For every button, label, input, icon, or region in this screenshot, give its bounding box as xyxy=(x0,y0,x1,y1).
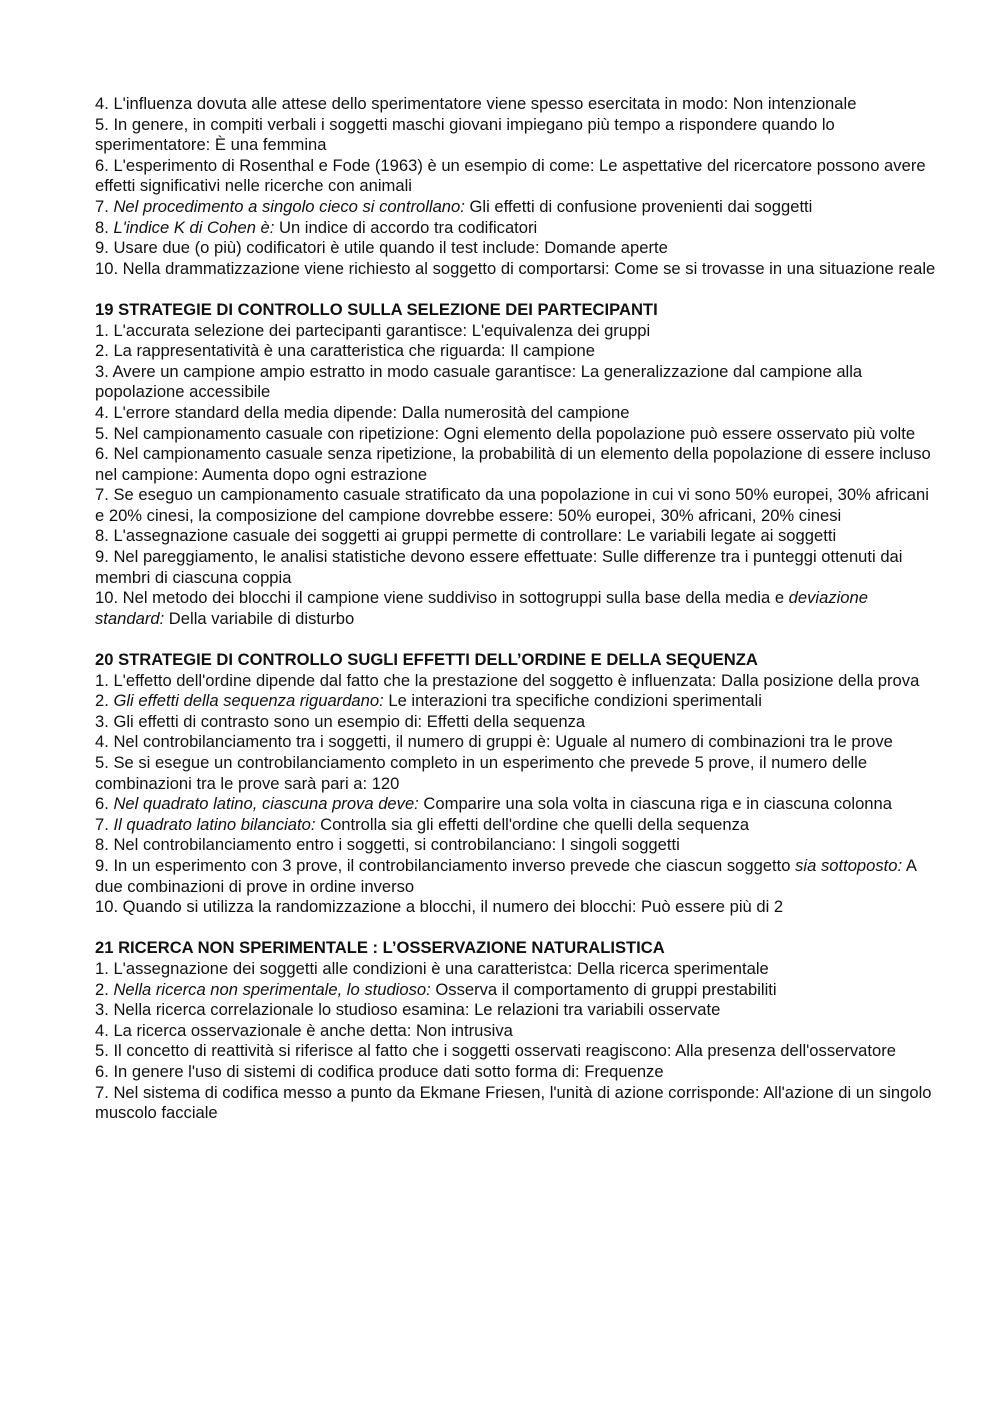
question-item xyxy=(95,321,940,342)
question-text: 8. L'assegnazione casuale dei soggetti ai gruppi permette di controllare: Le variabili legate ai soggetti xyxy=(95,526,837,546)
question-text: 5. Nel campionamento casuale con ripetizione: Ogni elemento della popolazione può essere osservato più volte xyxy=(95,423,916,443)
question-item xyxy=(95,897,940,918)
question-item xyxy=(95,835,940,856)
question-text: 2. xyxy=(95,979,114,999)
section-heading: 20 STRATEGIE DI CONTROLLO SUGLI EFFETTI DELL’ORDINE E DELLA SEQUENZA xyxy=(95,650,758,670)
section-heading: 19 STRATEGIE DI CONTROLLO SULLA SELEZIONE DEI PARTECIPANTI xyxy=(95,299,658,319)
question-text: 9. Nel pareggiamento, le analisi statistiche devono essere effettuate: Sulle differenze tra i punteggi ottenuti dai membri di ciascuna coppia xyxy=(95,547,903,587)
question-italic-text: Nel quadrato latino, ciascuna prova deve: xyxy=(113,794,419,814)
question-list xyxy=(95,959,940,1124)
question-text: 5. In genere, in compiti verbali i soggetti maschi giovani impiegano più tempo a rispondere quando lo sperimentatore: È una femmina xyxy=(95,114,835,155)
question-item xyxy=(95,959,940,980)
question-text: 1. L'accurata selezione dei partecipanti garantisce: L'equivalenza dei gruppi xyxy=(95,320,651,340)
question-text: Gli effetti di confusione provenienti dai soggetti xyxy=(464,196,813,216)
question-item xyxy=(95,526,940,547)
question-item xyxy=(95,1062,940,1083)
question-item xyxy=(95,403,940,424)
question-item xyxy=(95,218,940,239)
question-text: 6. Nel campionamento casuale senza ripetizione, la probabilità di un elemento della popolazione di essere incluso nel campione: Aumenta dopo ogni estrazione xyxy=(95,444,931,484)
question-item xyxy=(95,588,940,629)
question-text: 7. xyxy=(95,814,114,834)
question-italic-text: Gli effetti della sequenza riguardano: xyxy=(113,691,384,711)
question-text: 5. Se si esegue un controbilanciamento completo in un esperimento che prevede 5 prove, il numero delle combinazioni tra le prove sarà pari a: 120 xyxy=(95,753,868,793)
question-italic-text: sia sottoposto: xyxy=(795,855,903,875)
question-item xyxy=(95,197,940,218)
question-text: 9. Usare due (o più) codificatori è utile quando il test include: Domande aperte xyxy=(95,238,668,258)
question-text: 1. L'effetto dell'ordine dipende dal fatto che la prestazione del soggetto è influenzata: Dalla posizione della prova xyxy=(95,670,920,690)
question-text: 7. Se eseguo un campionamento casuale stratificato da una popolazione in cui vi sono 50% europei, 30% africani e 20% cinesi, la composizione del campione dovrebbe essere: 50% europei, 30% africani, 20% cinesi xyxy=(95,485,929,525)
question-item xyxy=(95,259,940,280)
question-text: 2. La rappresentatività è una caratteristica che riguarda: Il campione xyxy=(95,341,595,361)
question-item xyxy=(95,794,940,815)
question-item xyxy=(95,341,940,362)
question-text: Le interazioni tra specifiche condizioni sperimentali xyxy=(383,691,762,711)
question-item xyxy=(95,1021,940,1042)
question-item xyxy=(95,856,940,897)
question-text: 4. L'influenza dovuta alle attese dello sperimentatore viene spesso esercitata in modo: Non intenzionale xyxy=(95,94,857,113)
question-text: Controlla sia gli effetti dell'ordine che quelli della sequenza xyxy=(315,814,750,834)
question-item xyxy=(95,671,940,692)
question-item xyxy=(95,1000,940,1021)
question-item xyxy=(95,732,940,753)
question-text: Osserva il comportamento di gruppi prestabiliti xyxy=(430,979,777,999)
question-text: 1. L'assegnazione dei soggetti alle condizioni è una caratteristca: Della ricerca sperimentale xyxy=(95,958,769,978)
question-text: 10. Nella drammatizzazione viene richiesto al soggetto di comportarsi: Come se si trovasse in una situazione reale xyxy=(95,258,936,278)
question-item xyxy=(95,485,940,526)
question-item xyxy=(95,547,940,588)
question-item xyxy=(95,980,940,1001)
question-item xyxy=(95,156,940,197)
question-italic-text: Nella ricerca non sperimentale, lo studioso: xyxy=(113,979,431,999)
question-list xyxy=(95,671,940,918)
section-20 xyxy=(95,650,940,918)
question-text: 3. Nella ricerca correlazionale lo studioso esamina: Le relazioni tra variabili osservate xyxy=(95,1000,721,1020)
question-text: 8. Nel controbilanciamento entro i soggetti, si controbilanciano: I singoli soggetti xyxy=(95,835,680,855)
question-text: 3. Gli effetti di contrasto sono un esempio di: Effetti della sequenza xyxy=(95,711,586,731)
section-19 xyxy=(95,300,940,630)
question-item xyxy=(95,238,940,259)
question-item xyxy=(95,1083,940,1124)
question-text: 10. Quando si utilizza la randomizzazione a blocchi, il numero dei blocchi: Può essere più di 2 xyxy=(95,897,784,917)
question-text: 4. Nel controbilanciamento tra i soggetti, il numero di gruppi è: Uguale al numero di combinazioni tra le prove xyxy=(95,732,893,752)
question-text: 9. In un esperimento con 3 prove, il controbilanciamento inverso prevede che ciascun soggetto xyxy=(95,855,796,875)
question-text: 3. Avere un campione ampio estratto in modo casuale garantisce: La generalizzazione dal campione alla popolazione accessibile xyxy=(95,361,863,402)
question-item xyxy=(95,1041,940,1062)
question-item xyxy=(95,115,940,156)
question-italic-text: Il quadrato latino bilanciato: xyxy=(113,814,316,834)
question-text: 10. Nel metodo dei blocchi il campione viene suddiviso in sottogruppi sulla base della media e xyxy=(95,588,789,608)
section-21 xyxy=(95,938,940,1123)
question-text: Un indice di accordo tra codificatori xyxy=(274,217,538,237)
question-text: 4. L'errore standard della media dipende: Dalla numerosità del campione xyxy=(95,402,630,422)
question-text: 6. In genere l'uso di sistemi di codifica produce dati sotto forma di: Frequenze xyxy=(95,1061,664,1081)
section-heading: 21 RICERCA NON SPERIMENTALE : L’OSSERVAZIONE NATURALISTICA xyxy=(95,938,665,958)
question-item xyxy=(95,712,940,733)
question-text: 2. xyxy=(95,691,114,711)
question-italic-text: deviazione standard: xyxy=(95,588,868,628)
intro-section xyxy=(95,94,940,279)
question-item xyxy=(95,691,940,712)
question-text: 6. L'esperimento di Rosenthal e Fode (1963) è un esempio di come: Le aspettative del ricercatore possono avere effetti significativi nelle ricerche con animali xyxy=(95,155,926,196)
question-text: Della variabile di disturbo xyxy=(164,608,355,628)
question-item xyxy=(95,424,940,445)
question-item xyxy=(95,444,940,485)
question-text: 7. xyxy=(95,196,114,216)
question-list xyxy=(95,321,940,630)
question-item xyxy=(95,94,940,115)
question-item xyxy=(95,753,940,794)
question-item xyxy=(95,815,940,836)
question-italic-text: Nel procedimento a singolo cieco si controllano: xyxy=(113,196,465,216)
question-text: 8. xyxy=(95,217,114,237)
question-text: Comparire una sola volta in ciascuna riga e in ciascuna colonna xyxy=(418,794,892,814)
question-item xyxy=(95,362,940,403)
question-text: 6. xyxy=(95,794,114,814)
question-text: A due combinazioni di prove in ordine inverso xyxy=(95,855,916,896)
question-text: 5. Il concetto di reattività si riferisce al fatto che i soggetti osservati reagiscono: Alla presenza dell'osservatore xyxy=(95,1041,896,1061)
question-text: 4. La ricerca osservazionale è anche detta: Non intrusiva xyxy=(95,1020,513,1040)
question-text: 7. Nel sistema di codifica messo a punto da Ekmane Friesen, l'unità di azione corrisponde: All'azione di un singolo muscolo facciale xyxy=(95,1082,932,1123)
question-italic-text: L'indice K di Cohen è: xyxy=(113,217,275,237)
